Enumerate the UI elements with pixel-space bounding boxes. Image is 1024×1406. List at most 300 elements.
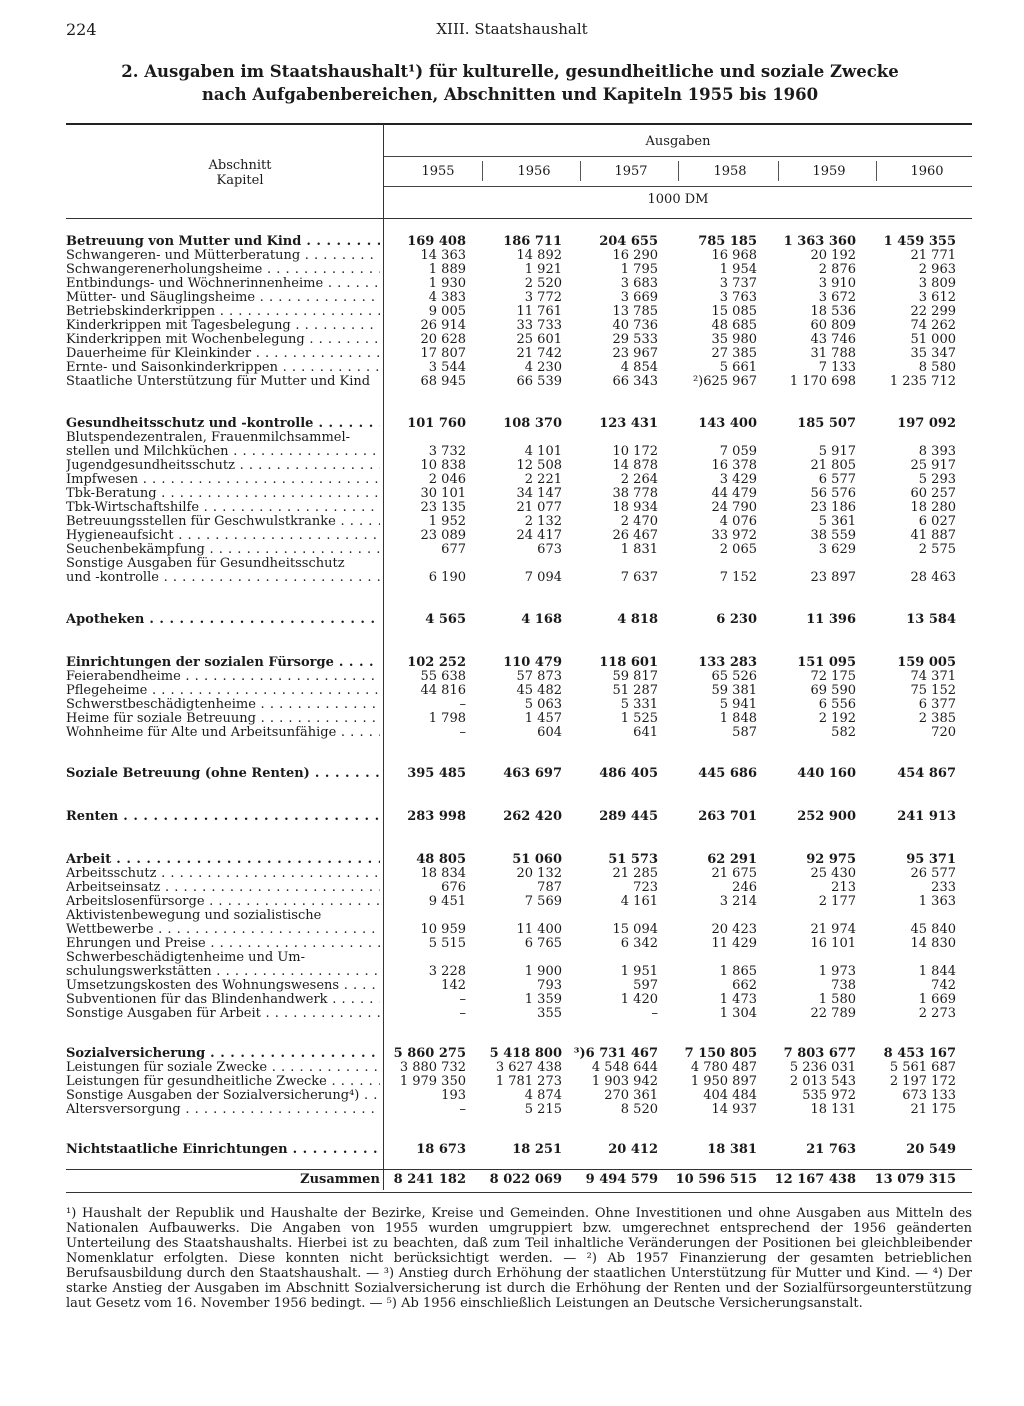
value-1958: 3 429 <box>719 472 757 487</box>
value-1958: 4 780 487 <box>690 1060 757 1075</box>
table-row <box>66 473 972 487</box>
value-1956: 262 420 <box>503 809 562 824</box>
value-1956: 21 742 <box>516 346 562 361</box>
value-1956: 1 921 <box>524 262 562 277</box>
year-separator <box>482 161 483 181</box>
row-label: Wohnheime für Alte und Arbeitsunfähige . . . <box>66 726 380 740</box>
value-1959: 582 <box>831 725 856 740</box>
table-row <box>66 867 972 881</box>
value-1956: 1 359 <box>524 992 562 1007</box>
value-1955: – <box>459 725 466 740</box>
row-label: Hygieneaufsicht . . . <box>66 529 380 543</box>
value-1955: 1 930 <box>428 276 466 291</box>
row-label: Leistungen für gesundheitliche Zwecke . . . <box>66 1075 380 1089</box>
value-1959: 2 177 <box>818 894 856 909</box>
value-1960: 74 371 <box>910 669 956 684</box>
value-1955: 677 <box>441 542 466 557</box>
value-1957: 118 601 <box>599 655 658 670</box>
value-1960: 45 840 <box>910 922 956 937</box>
value-1960: 28 463 <box>910 570 956 585</box>
table-row <box>66 431 972 445</box>
year-separator <box>580 161 581 181</box>
value-1956: 110 479 <box>503 655 562 670</box>
value-1960: 95 371 <box>906 852 956 867</box>
value-1956: 57 873 <box>516 669 562 684</box>
value-1959: 535 972 <box>802 1088 856 1103</box>
value-1958: 27 385 <box>711 346 757 361</box>
table-row <box>66 923 972 937</box>
value-1958: 785 185 <box>698 234 757 249</box>
value-1956: 3 772 <box>524 290 562 305</box>
value-1960: 25 917 <box>910 458 956 473</box>
value-1957: 18 934 <box>612 500 658 515</box>
row-label: Schwerbeschädigtenheime und Um- <box>66 951 306 965</box>
value-1957: 66 343 <box>612 374 658 389</box>
value-1960: 241 913 <box>897 809 956 824</box>
row-label: Entbindungs- und Wöchnerinnenheime . . . <box>66 277 380 291</box>
value-1960: 720 <box>931 725 956 740</box>
value-1955: 1 889 <box>428 262 466 277</box>
value-1957: 59 817 <box>612 669 658 684</box>
table-row <box>66 375 972 389</box>
row-label: Ernte- und Saisonkinderkrippen . . . <box>66 361 380 375</box>
value-1956: 2 520 <box>524 276 562 291</box>
row-label: Renten . . . <box>66 810 380 824</box>
row-label: Betreuungsstellen für Geschwulstkranke . . . <box>66 515 380 529</box>
value-1956: 787 <box>537 880 562 895</box>
row-label: Sonstige Ausgaben für Arbeit . . . <box>66 1007 380 1021</box>
value-1957: 3 683 <box>620 276 658 291</box>
value-1960: 2 575 <box>918 542 956 557</box>
value-1955: 2 046 <box>428 472 466 487</box>
row-label: Impfwesen . . . <box>66 473 380 487</box>
row-label: Feierabendheime . . . <box>66 670 380 684</box>
value-1960: 5 293 <box>918 472 956 487</box>
row-label: Betriebskinderkrippen . . . <box>66 305 380 319</box>
value-1959: 2 192 <box>818 711 856 726</box>
row-label: Einrichtungen der sozialen Fürsorge . . . <box>66 656 380 670</box>
value-1955: 68 945 <box>420 374 466 389</box>
total-top-rule <box>66 1169 972 1170</box>
value-1956: 5 215 <box>524 1102 562 1117</box>
table-row <box>66 726 972 740</box>
unit-header: 1000 DM <box>647 192 709 207</box>
table-row <box>66 1061 972 1075</box>
value-1958: 15 085 <box>711 304 757 319</box>
value-1958: 143 400 <box>698 416 757 431</box>
value-1959: 21 805 <box>810 458 856 473</box>
row-label: Tbk-Beratung . . . <box>66 487 380 501</box>
year-header-1956: 1956 <box>517 164 551 179</box>
value-1958: 3 763 <box>719 290 757 305</box>
value-1955: 9 451 <box>428 894 466 909</box>
value-1955: 4 565 <box>425 612 466 627</box>
table-row <box>66 684 972 698</box>
value-1955: 142 <box>441 978 466 993</box>
table-row <box>66 1007 972 1021</box>
value-1956: 793 <box>537 978 562 993</box>
value-1960: 60 257 <box>910 486 956 501</box>
value-1959: 18 536 <box>810 304 856 319</box>
value-1956: 33 733 <box>516 318 562 333</box>
value-1955: 3 732 <box>428 444 466 459</box>
value-1960: 8 580 <box>918 360 956 375</box>
value-1959: 5 236 031 <box>789 1060 856 1075</box>
value-1955: 55 638 <box>420 669 466 684</box>
value-1956: 25 601 <box>516 332 562 347</box>
value-1957: 26 467 <box>612 528 658 543</box>
table-row <box>66 445 972 459</box>
value-1955: 23 135 <box>420 500 466 515</box>
value-1959: 72 175 <box>810 669 856 684</box>
value-1955: 10 959 <box>420 922 466 937</box>
value-1958: 133 283 <box>698 655 757 670</box>
value-1955: 3 544 <box>428 360 466 375</box>
value-1955: 17 807 <box>420 346 466 361</box>
value-1958: 44 479 <box>711 486 757 501</box>
years-bottom-rule <box>384 186 972 187</box>
year-header-1957: 1957 <box>614 164 648 179</box>
value-1958: 5 661 <box>719 360 757 375</box>
table-row <box>66 951 972 965</box>
section-row <box>66 853 972 867</box>
table-row <box>66 291 972 305</box>
row-label: Arbeit . . . <box>66 853 380 867</box>
section-row <box>66 656 972 670</box>
row-label: Soziale Betreuung (ohne Renten) . . . <box>66 767 380 781</box>
value-1959: 1 973 <box>818 964 856 979</box>
value-1957: 10 172 <box>612 444 658 459</box>
value-1959: 185 507 <box>797 416 856 431</box>
section-row <box>66 613 972 627</box>
value-1960: 14 830 <box>910 936 956 951</box>
table-row <box>66 459 972 473</box>
value-1956: 12 508 <box>516 458 562 473</box>
value-1957: 16 290 <box>612 248 658 263</box>
value-1959: 92 975 <box>806 852 856 867</box>
section-row <box>66 1143 972 1157</box>
header-bottom-rule <box>66 218 972 219</box>
value-1957: 2 470 <box>620 514 658 529</box>
row-label: Arbeitseinsatz . . . <box>66 881 380 895</box>
value-1960: 18 280 <box>910 500 956 515</box>
value-1960: 1 363 <box>918 894 956 909</box>
row-label: Arbeitslosenfürsorge . . . <box>66 895 380 909</box>
section-row <box>66 810 972 824</box>
value-1960: 2 273 <box>918 1006 956 1021</box>
value-1960: 233 <box>931 880 956 895</box>
value-1957: 597 <box>633 978 658 993</box>
value-1960: 742 <box>931 978 956 993</box>
value-1956: 673 <box>537 542 562 557</box>
table-row <box>66 515 972 529</box>
row-label: Pflegeheime . . . <box>66 684 380 698</box>
row-label: Gesundheitsschutz und -kontrolle . . . <box>66 417 380 431</box>
value-1959: 22 789 <box>810 1006 856 1021</box>
value-1958: 3 214 <box>719 894 757 909</box>
value-1959: 7 803 677 <box>783 1046 856 1061</box>
value-1955: 18 834 <box>420 866 466 881</box>
value-1955: 26 914 <box>420 318 466 333</box>
value-1959: 213 <box>831 880 856 895</box>
value-1955: 1 979 350 <box>399 1074 466 1089</box>
value-1955: 23 089 <box>420 528 466 543</box>
row-label: Mütter- und Säuglingsheime . . . <box>66 291 380 305</box>
value-1960: 2 197 172 <box>889 1074 956 1089</box>
value-1956: 4 230 <box>524 360 562 375</box>
value-1959: 18 131 <box>810 1102 856 1117</box>
value-1958: 65 526 <box>711 669 757 684</box>
value-1959: 11 396 <box>806 612 856 627</box>
value-1955: – <box>459 1006 466 1021</box>
value-1956: 66 539 <box>516 374 562 389</box>
value-1955: – <box>459 992 466 1007</box>
value-1958: 24 790 <box>711 500 757 515</box>
value-1960: 3 809 <box>918 276 956 291</box>
value-1960: 13 584 <box>906 612 956 627</box>
value-1958: 18 381 <box>707 1142 757 1157</box>
value-1959: 56 576 <box>810 486 856 501</box>
table-top-rule <box>66 123 972 125</box>
value-1957: 1 420 <box>620 992 658 1007</box>
value-1956: 11 400 <box>516 922 562 937</box>
value-1956: 1 457 <box>524 711 562 726</box>
value-1958: 33 972 <box>711 528 757 543</box>
value-1956: 4 874 <box>524 1088 562 1103</box>
value-1958: 11 429 <box>711 936 757 951</box>
value-1958: 3 737 <box>719 276 757 291</box>
value-1959: 738 <box>831 978 856 993</box>
table-row <box>66 319 972 333</box>
table-row <box>66 670 972 684</box>
value-1957: 51 287 <box>612 683 658 698</box>
year-header-1958: 1958 <box>713 164 747 179</box>
total-row <box>66 1173 972 1187</box>
value-1958: 246 <box>732 880 757 895</box>
running-header: XIII. Staatshaushalt <box>436 20 588 38</box>
value-1958: 6 230 <box>716 612 757 627</box>
value-1960: 3 612 <box>918 290 956 305</box>
value-1960: 2 963 <box>918 262 956 277</box>
value-1960: 197 092 <box>897 416 956 431</box>
table-row <box>66 487 972 501</box>
stub-header-line-2: Kapitel <box>216 173 264 188</box>
value-1958: 5 941 <box>719 697 757 712</box>
row-label: Schwangeren- und Mütterberatung . . . <box>66 249 380 263</box>
value-1958: 48 685 <box>711 318 757 333</box>
value-1958: 404 484 <box>703 1088 757 1103</box>
value-1958: 7 152 <box>719 570 757 585</box>
value-1960: 21 175 <box>910 1102 956 1117</box>
row-label: Staatliche Unterstützung für Mutter und Kind <box>66 375 371 389</box>
value-1957: 51 573 <box>608 852 658 867</box>
value-1956: 186 711 <box>503 234 562 249</box>
table-row <box>66 557 972 571</box>
value-1959: 3 672 <box>818 290 856 305</box>
value-1957: 7 637 <box>620 570 658 585</box>
value-1959: 69 590 <box>810 683 856 698</box>
value-1956: 24 417 <box>516 528 562 543</box>
value-1955: 1 952 <box>428 514 466 529</box>
value-1957: 8 520 <box>620 1102 658 1117</box>
value-1958: 1 950 897 <box>690 1074 757 1089</box>
value-1957: 1 903 942 <box>591 1074 658 1089</box>
value-1959: 23 897 <box>810 570 856 585</box>
value-1955: 18 673 <box>416 1142 466 1157</box>
value-1956: 21 077 <box>516 500 562 515</box>
value-1959: 1 363 360 <box>783 234 856 249</box>
value-1958: 7 150 805 <box>684 1046 757 1061</box>
value-1959: 31 788 <box>810 346 856 361</box>
value-1955: 6 190 <box>428 570 466 585</box>
row-label: stellen und Milchküchen . . . <box>66 445 380 459</box>
value-1955: 676 <box>441 880 466 895</box>
row-label: Dauerheime für Kleinkinder . . . <box>66 347 380 361</box>
value-1959: 5 917 <box>818 444 856 459</box>
value-1958: 7 059 <box>719 444 757 459</box>
table-title <box>110 60 910 106</box>
value-1957: 2 264 <box>620 472 658 487</box>
table-row <box>66 347 972 361</box>
section-row <box>66 1047 972 1061</box>
table-row <box>66 1103 972 1117</box>
value-1958: 1 954 <box>719 262 757 277</box>
row-label: Wettbewerbe . . . <box>66 923 380 937</box>
value-1959: 38 559 <box>810 528 856 543</box>
value-1956: 14 892 <box>516 248 562 263</box>
table-row <box>66 881 972 895</box>
value-1957: 123 431 <box>599 416 658 431</box>
value-1957: 3 669 <box>620 290 658 305</box>
value-1957: 1 951 <box>620 964 658 979</box>
value-1960: 1 669 <box>918 992 956 1007</box>
value-1956: 4 168 <box>521 612 562 627</box>
table-row <box>66 909 972 923</box>
page-number: 224 <box>66 20 97 39</box>
value-1959: 3 629 <box>818 542 856 557</box>
value-1956: 1 781 273 <box>495 1074 562 1089</box>
row-label: Ehrungen und Preise . . . <box>66 937 380 951</box>
value-1955: 3 880 732 <box>399 1060 466 1075</box>
title-line-1: 2. Ausgaben im Staatshaushalt¹) für kulturelle, gesundheitliche und soziale Zwecke <box>121 62 899 81</box>
value-1957: 6 342 <box>620 936 658 951</box>
value-1955: 5 860 275 <box>393 1046 466 1061</box>
value-1958: ²)625 967 <box>692 374 757 389</box>
table-row <box>66 249 972 263</box>
value-1956: 7 569 <box>524 894 562 909</box>
row-label: Umsetzungskosten des Wohnungswesens . . . <box>66 979 380 993</box>
stub-header-line-1: Abschnitt <box>208 158 272 173</box>
years-top-rule <box>384 156 972 157</box>
row-label: Heime für soziale Betreuung . . . <box>66 712 380 726</box>
value-1960: 159 005 <box>897 655 956 670</box>
value-1959: 20 192 <box>810 248 856 263</box>
value-1956: 4 101 <box>524 444 562 459</box>
value-1955: 5 515 <box>428 936 466 951</box>
value-1960: 5 561 687 <box>889 1060 956 1075</box>
value-1957: 29 533 <box>612 332 658 347</box>
value-1956: 5 063 <box>524 697 562 712</box>
year-header-1959: 1959 <box>812 164 846 179</box>
value-1960: 26 577 <box>910 866 956 881</box>
value-1960: 51 000 <box>910 332 956 347</box>
value-1955: 30 101 <box>420 486 466 501</box>
table-row <box>66 501 972 515</box>
section-row <box>66 417 972 431</box>
value-1959: 43 746 <box>810 332 856 347</box>
value-1960: 1 459 355 <box>883 234 956 249</box>
value-1959: 252 900 <box>797 809 856 824</box>
value-1959: 16 101 <box>810 936 856 951</box>
row-label: Schwangerenerholungsheime . . . <box>66 263 380 277</box>
value-1960: 35 347 <box>910 346 956 361</box>
title-line-2: nach Aufgabenbereichen, Abschnitten und Kapiteln 1955 bis 1960 <box>201 85 819 104</box>
table-row <box>66 333 972 347</box>
value-1957: 5 331 <box>620 697 658 712</box>
value-1957: 15 094 <box>612 922 658 937</box>
value-1955: 101 760 <box>407 416 466 431</box>
row-label: Sonstige Ausgaben der Sozialversicherung⁴) . . . <box>66 1089 380 1103</box>
value-1956: 34 147 <box>516 486 562 501</box>
value-1958: 35 980 <box>711 332 757 347</box>
value-1955: 3 228 <box>428 964 466 979</box>
value-1956: 6 765 <box>524 936 562 951</box>
value-1960: 2 385 <box>918 711 956 726</box>
value-1957: 204 655 <box>599 234 658 249</box>
value-1959: 21 974 <box>810 922 856 937</box>
value-1955: – <box>459 697 466 712</box>
value-1957: 270 361 <box>604 1088 658 1103</box>
value-1957: 4 161 <box>620 894 658 909</box>
value-1956: 1 900 <box>524 964 562 979</box>
value-1959: 6 577 <box>818 472 856 487</box>
value-1959: 2 876 <box>818 262 856 277</box>
value-1957: 13 785 <box>612 304 658 319</box>
table-row <box>66 305 972 319</box>
value-1955: 14 363 <box>420 248 466 263</box>
row-label: Arbeitsschutz . . . <box>66 867 380 881</box>
table-row <box>66 529 972 543</box>
row-label: Tbk-Wirtschaftshilfe . . . <box>66 501 380 515</box>
row-label: Jugendgesundheitsschutz . . . <box>66 459 380 473</box>
table-row <box>66 263 972 277</box>
value-1960: 20 549 <box>906 1142 956 1157</box>
value-1957: 641 <box>633 725 658 740</box>
value-1959: 2 013 543 <box>789 1074 856 1089</box>
row-label: Subventionen für das Blindenhandwerk . . . <box>66 993 380 1007</box>
value-1959: 60 809 <box>810 318 856 333</box>
value-1960: 41 887 <box>910 528 956 543</box>
value-1959: 3 910 <box>818 276 856 291</box>
table-row <box>66 361 972 375</box>
value-1958: 20 423 <box>711 922 757 937</box>
table-row <box>66 993 972 1007</box>
table-bottom-rule <box>66 1192 972 1193</box>
value-1958: 62 291 <box>707 852 757 867</box>
value-1960: 454 867 <box>897 766 956 781</box>
value-1958: 1 304 <box>719 1006 757 1021</box>
row-label: Sozialversicherung . . . <box>66 1047 380 1061</box>
row-label: Sonstige Ausgaben für Gesundheitsschutz <box>66 557 345 571</box>
footnotes <box>66 1206 972 1311</box>
value-1960: 8 453 167 <box>883 1046 956 1061</box>
table-row <box>66 1089 972 1103</box>
row-label: Zusammen <box>300 1173 380 1187</box>
value-1955: 20 628 <box>420 332 466 347</box>
value-1959: 7 133 <box>818 360 856 375</box>
row-label: Kinderkrippen mit Tagesbelegung . . . <box>66 319 380 333</box>
year-separator <box>778 161 779 181</box>
